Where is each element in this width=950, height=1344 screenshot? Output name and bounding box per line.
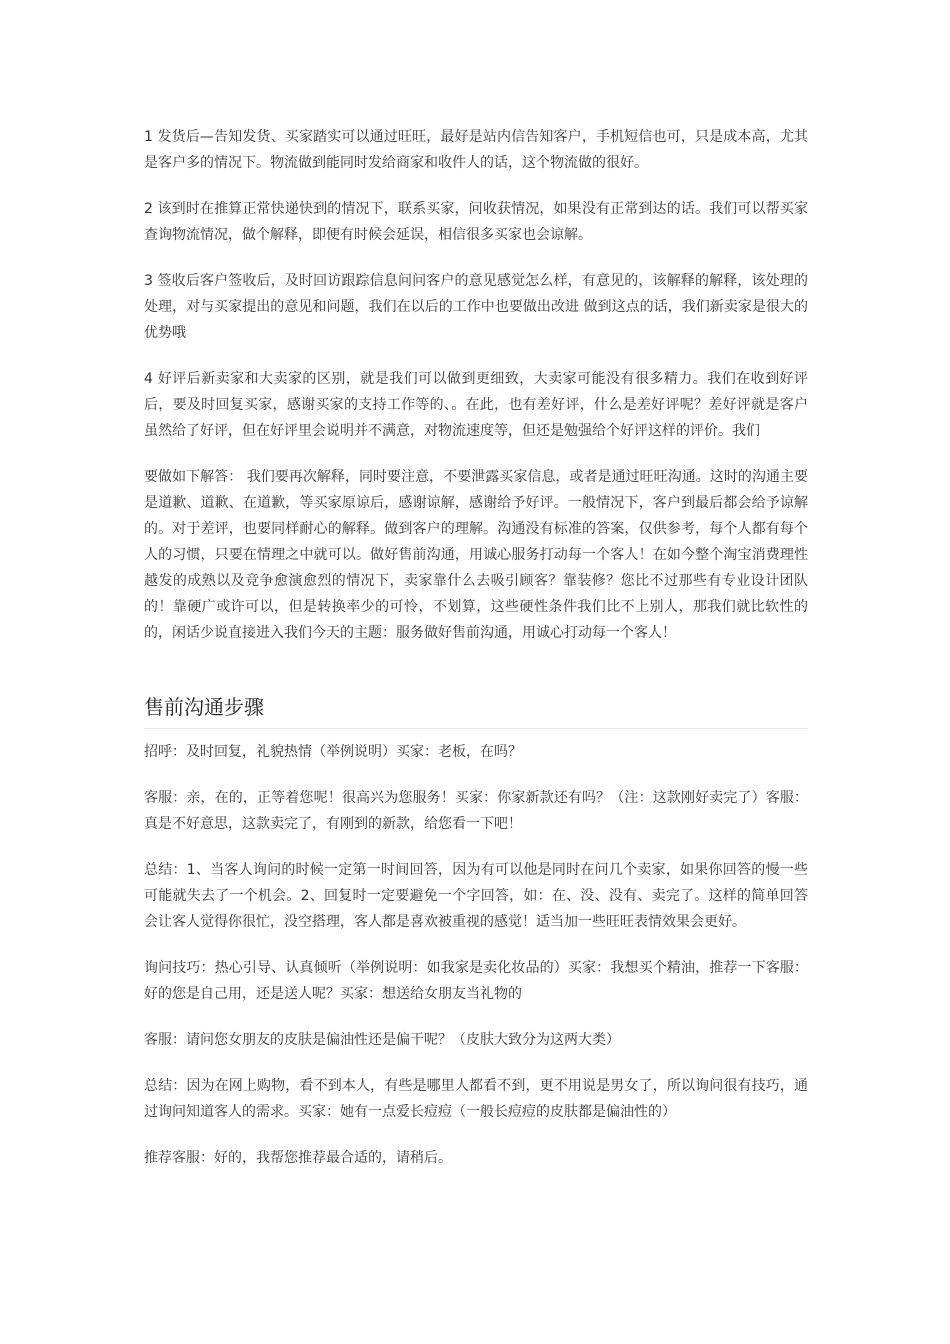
paragraph-summary-inquiry: 总结：因为在网上购物，看不到本人，有些是哪里人都看不到，更不用说是男女了，所以询问很有技巧，通过询问知道客人的需求。买家：她有一点爱长痘痘（一般长痘痘的皮肤都是偏油性的）	[144, 1078, 808, 1120]
paragraph-after-review: 4 好评后新卖家和大卖家的区别，就是我们可以做到更细致，大卖家可能没有很多精力。我们在收到好评后，要及时回复买家，感谢买家的支持工作等的、。在此，也有差好评，什么是差好评呢？差好评就是客户虽然给了好评，但在好评里会说明并不满意，对物流速度等，但还是勉强给个好评这样的评价。我们	[144, 371, 808, 439]
paragraph-summary-reply: 总结：1、当客人询问的时候一定第一时间回答，因为有可以他是同时在问几个卖家，如果你回答的慢一些可能就失去了一个机会。2、回复时一定要避免一个字回答，如：在、没、没有、卖完了。这样的简单回答会让客人觉得你很忙，没空搭理，客人都是喜欢被重视的感觉！适当加一些旺旺表情效果会更好。	[144, 862, 808, 930]
document-body	[144, 124, 808, 1191]
paragraph-after-shipping: 1 发货后—告知发货、买家踏实可以通过旺旺，最好是站内信告知客户，手机短信也可，只是成本高，尤其是客户多的情况下。物流做到能同时发给商家和收件人的话，这个物流做的很好。	[144, 129, 808, 171]
paragraph-expected-arrival: 2 该到时在推算正常快递快到的情况下，联系买家，问收获情况，如果没有正常到达的话。我们可以帮买家查询物流情况，做个解释，即便有时候会延误，相信很多买家也会谅解。	[144, 201, 808, 243]
section-title: 售前沟通步骤	[144, 692, 808, 729]
paragraph-inquiry-skills: 询问技巧：热心引导、认真倾听（举例说明：如我家是卖化妆品的）买家：我想买个精油，推荐一下客服：好的您是自己用，还是送人呢？买家：想送给女朋友当礼物的	[144, 960, 808, 1002]
paragraph-service-reply: 客服：亲，在的，正等着您呢！很高兴为您服务！买家：你家新款还有吗？（注：这款刚好卖完了）客服：真是不好意思，这款卖完了，有刚到的新款，给您看一下吧！	[144, 790, 808, 832]
paragraph-after-signing: 3 签收后客户签收后，及时回访跟踪信息问问客户的意见感觉怎么样，有意见的，该解释的解释，该处理的处理，对与买家提出的意见和问题，我们在以后的工作中也要做出改进 做到这点的话，我们新卖家是很大的优势哦	[144, 273, 808, 341]
paragraph-greeting: 招呼：及时回复，礼貌热情（举例说明）买家：老板，在吗？	[144, 744, 522, 760]
paragraph-response-guide: 要做如下解答： 我们要再次解释，同时要注意，不要泄露买家信息，或者是通过旺旺沟通。这时的沟通主要是道歉、道歉、在道歉，等买家原谅后，感谢谅解，感谢给予好评。一般情况下，客户到最后都会给予谅解的。对于差评，也要同样耐心的解释。做到客户的理解。沟通没有标准的答案，仅供参考，每个人都有每个人的习惯，只要在情理之中就可以。做好售前沟通，用诚心服务打动每一个客人！在如今整个淘宝消费理性越发的成熟以及竞争愈演愈烈的情况下，卖家靠什么去吸引顾客？靠装修？您比不过那些有专业设计团队的！靠硬广或许可以，但是转换率少的可怜，不划算，这些硬性条件我们比不上别人，那我们就比软性的的，闲话少说直接进入我们今天的主题：服务做好售前沟通，用诚心打动每一个客人！	[144, 469, 808, 641]
paragraph-recommendation: 推荐客服：好的，我帮您推荐最合适的，请稍后。	[144, 1150, 452, 1166]
paragraph-skin-question: 客服：请问您女朋友的皮肤是偏油性还是偏干呢？（皮肤大致分为这两大类）	[144, 1032, 620, 1048]
